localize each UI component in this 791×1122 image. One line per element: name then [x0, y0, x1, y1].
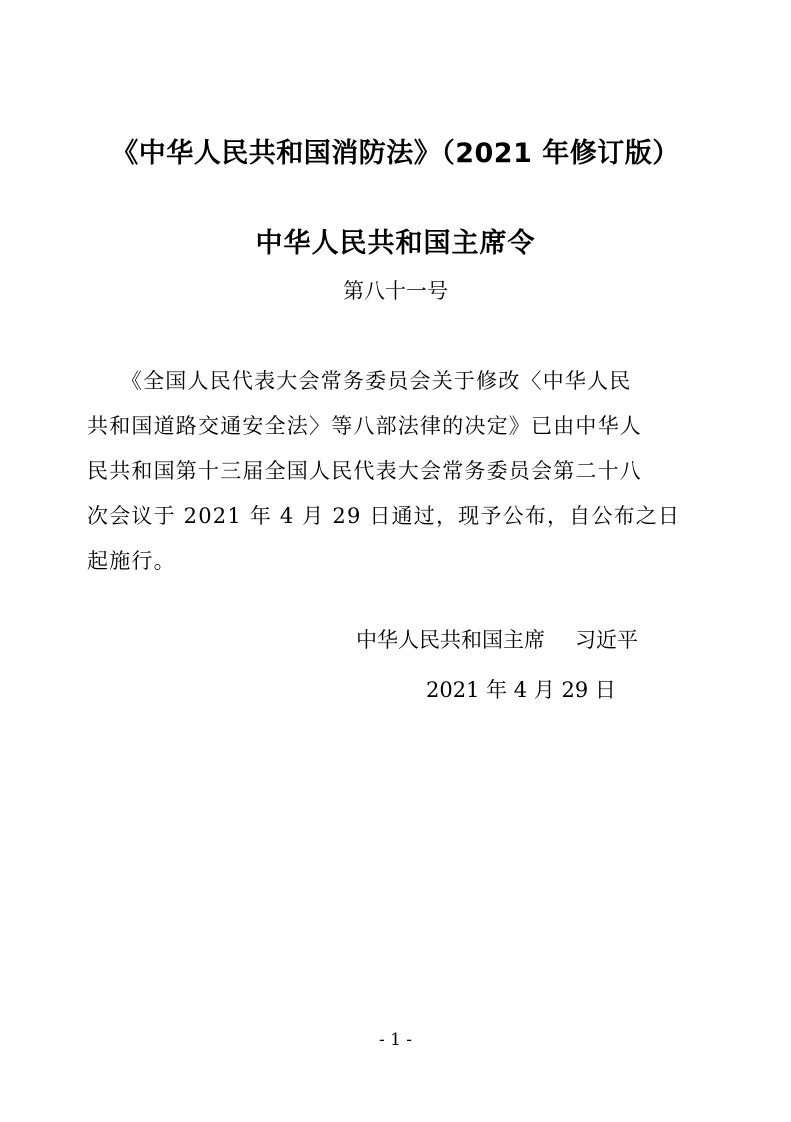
- body-line-4: 次会议于 2021 年 4 月 29 日通过，现予公布，自公布之日: [87, 504, 681, 528]
- body-line-1: 《全国人民代表大会常务委员会关于修改〈中华人民: [87, 369, 632, 393]
- signature-title: 中华人民共和国主席: [356, 628, 545, 652]
- order-title: 中华人民共和国主席令: [255, 228, 536, 259]
- body-line-2: 共和国道路交通安全法〉等八部法律的决定》已由中华人: [87, 414, 642, 438]
- body-paragraph: [87, 359, 707, 584]
- signature-line: [356, 624, 638, 656]
- page-number: - 1 -: [378, 1030, 413, 1050]
- document-title: 《中华人民共和国消防法》（2021 年修订版）: [111, 138, 680, 169]
- signature-name: 习近平: [575, 628, 638, 652]
- order-number: 第八十一号: [343, 279, 448, 303]
- body-line-3: 民共和国第十三届全国人民代表大会常务委员会第二十八: [87, 459, 642, 483]
- body-line-5: 起施行。: [87, 549, 176, 573]
- signature-date: 2021 年 4 月 29 日: [426, 678, 616, 702]
